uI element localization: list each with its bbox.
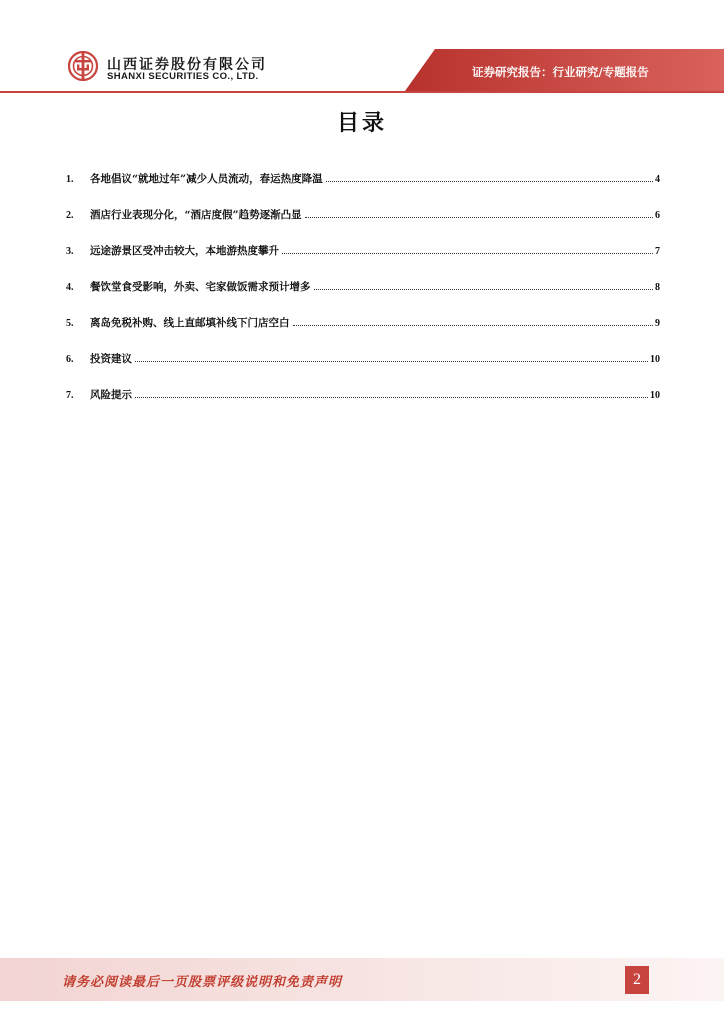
toc-entry[interactable] (66, 243, 660, 279)
header-divider (0, 91, 724, 93)
toc-entry-title[interactable]: 投资建议 (90, 353, 132, 365)
toc-leader-dots (305, 217, 653, 218)
shanxi-securities-logo-icon (68, 51, 98, 81)
table-of-contents (66, 171, 660, 423)
toc-entry-number: 7. (66, 390, 74, 401)
footer-disclaimer: 请务必阅读最后一页股票评级说明和免责声明 (62, 975, 343, 990)
toc-entry-title[interactable]: 各地倡议“就地过年”减少人员流动，春运热度降温 (90, 173, 323, 185)
toc-entry-title[interactable]: 餐饮堂食受影响，外卖、宅家做饭需求预计增多 (90, 281, 311, 293)
toc-leader-dots (326, 181, 653, 182)
toc-entry-number: 5. (66, 318, 74, 329)
toc-entry[interactable] (66, 279, 660, 315)
toc-entry[interactable] (66, 171, 660, 207)
toc-entry-title[interactable]: 风险提示 (90, 389, 132, 401)
toc-entry-page[interactable]: 10 (650, 390, 660, 401)
toc-entry-title[interactable]: 远途游景区受冲击较大，本地游热度攀升 (90, 245, 279, 257)
toc-leader-dots (135, 361, 648, 362)
page-number-badge: 2 (625, 966, 649, 994)
company-name-cn: 山西证券股份有限公司 (107, 57, 267, 73)
toc-leader-dots (135, 397, 648, 398)
toc-entry[interactable] (66, 387, 660, 423)
toc-entry-number: 4. (66, 282, 74, 293)
toc-entry-page[interactable]: 9 (655, 318, 660, 329)
page-title: 目录 (336, 111, 387, 136)
toc-entry-title[interactable]: 酒店行业表现分化，“酒店度假”趋势逐渐凸显 (90, 209, 302, 221)
toc-entry-number: 6. (66, 354, 74, 365)
toc-entry-number: 3. (66, 246, 74, 257)
toc-entry[interactable] (66, 315, 660, 351)
toc-entry[interactable] (66, 207, 660, 243)
toc-entry-page[interactable]: 10 (650, 354, 660, 365)
toc-entry-number: 2. (66, 210, 74, 221)
toc-leader-dots (282, 253, 653, 254)
company-name-en: SHANXI SECURITIES CO., LTD. (107, 71, 259, 82)
toc-entry-number: 1. (66, 174, 74, 185)
toc-entry[interactable] (66, 351, 660, 387)
toc-leader-dots (314, 289, 654, 290)
toc-entry-page[interactable]: 7 (655, 246, 660, 257)
report-type-tag: 证券研究报告：行业研究/专题报告 (472, 65, 649, 79)
toc-entry-page[interactable]: 4 (655, 174, 660, 185)
toc-leader-dots (293, 325, 654, 326)
toc-entry-page[interactable]: 8 (655, 282, 660, 293)
toc-entry-page[interactable]: 6 (655, 210, 660, 221)
toc-entry-title[interactable]: 离岛免税补购、线上直邮填补线下门店空白 (90, 317, 290, 329)
